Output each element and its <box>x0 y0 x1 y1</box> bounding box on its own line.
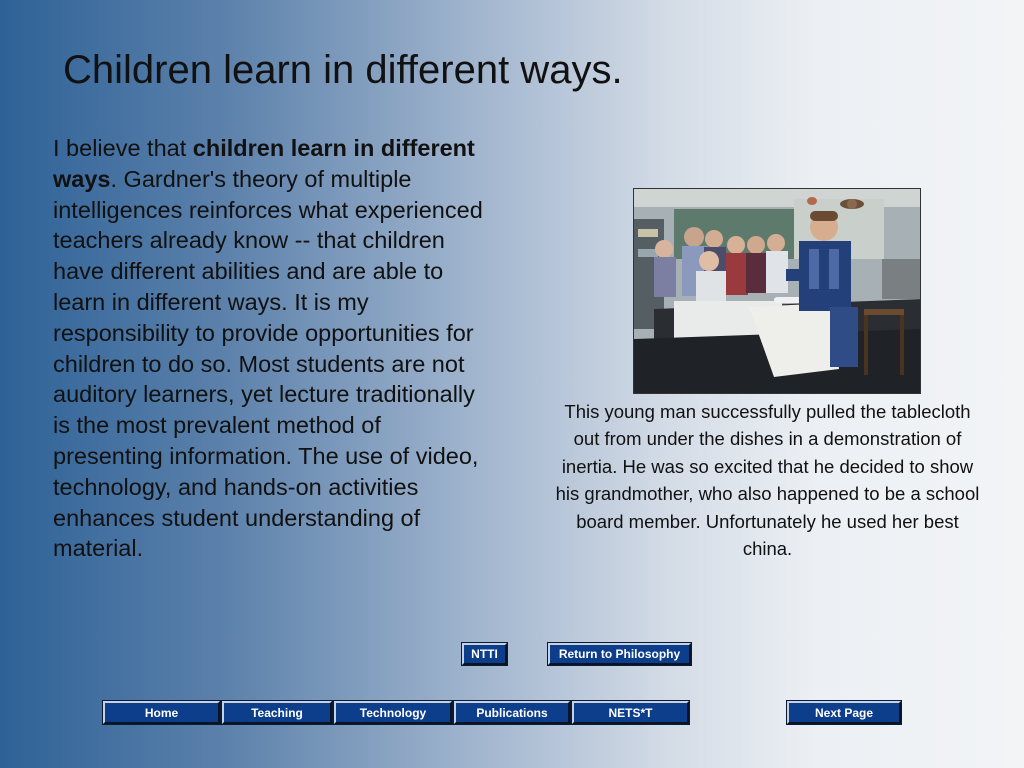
page-title: Children learn in different ways. <box>63 48 623 92</box>
nav-nets-t-button[interactable]: NETS*T <box>572 701 689 724</box>
paragraph-body: . Gardner's theory of multiple intelligences reinforces what experienced teachers already know -- that children have different abilities and are able to learn in different ways. It is my responsibility to provide opportunities for children to do so. Most students are not auditory learners, yet lecture traditionally is the most prevalent method of presenting information. The use of video, technology, and hands-on activities enhances student understanding of material. <box>53 165 483 562</box>
nav-home-button[interactable]: Home <box>103 701 220 724</box>
nav-teaching-button[interactable]: Teaching <box>222 701 332 724</box>
next-page-button[interactable]: Next Page <box>787 701 901 724</box>
paragraph-intro: I believe that <box>53 135 193 161</box>
return-to-philosophy-button[interactable]: Return to Philosophy <box>548 643 691 665</box>
photo-caption: This young man successfully pulled the tablecloth out from under the dishes in a demonstration of inertia. He was so excited that he decided to show his grandmother, who also happened to be a school board member. Unfortunately he used her best china. <box>555 401 980 560</box>
nav-publications-button[interactable]: Publications <box>454 701 570 724</box>
classroom-photo <box>633 188 921 394</box>
nav-technology-button[interactable]: Technology <box>334 701 452 724</box>
paragraph-emphasis: children learn in different ways <box>53 135 475 192</box>
ntti-button[interactable]: NTTI <box>462 643 507 665</box>
philosophy-paragraph <box>53 133 493 564</box>
